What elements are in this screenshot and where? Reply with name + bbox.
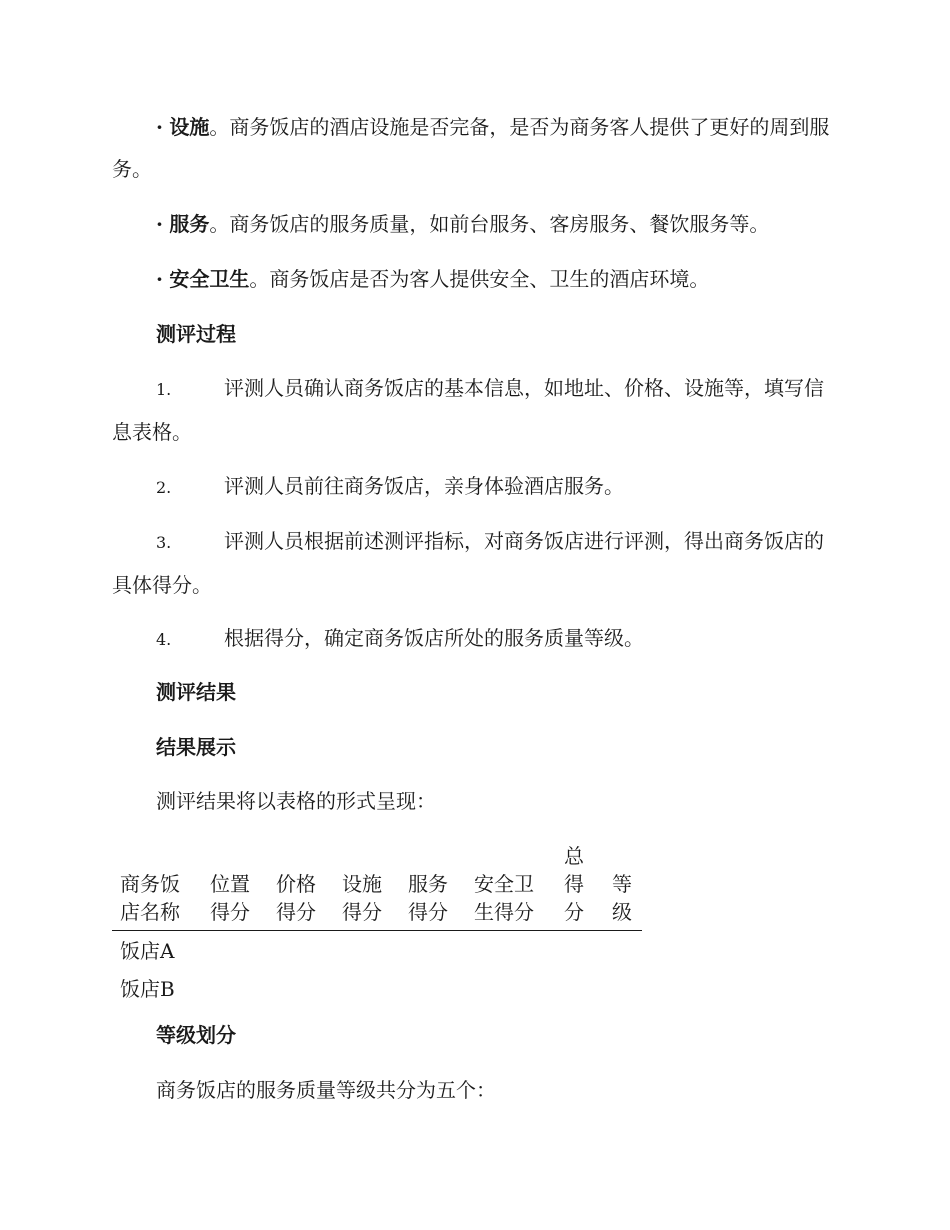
bullet-marker: · <box>156 212 163 236</box>
column-header: 总得分 <box>556 842 594 931</box>
table-cell <box>594 969 642 1007</box>
table-cell <box>594 931 642 970</box>
table-cell <box>202 931 268 970</box>
column-header: 位置得分 <box>202 842 268 931</box>
column-header: 价格得分 <box>268 842 334 931</box>
step-number: 1. <box>156 380 172 399</box>
table-header-row <box>112 842 642 931</box>
step-number: 4. <box>156 630 172 649</box>
table-cell <box>556 969 594 1007</box>
table-cell: 饭店A <box>120 939 175 963</box>
results-intro: 测评结果将以表格的形式呈现： <box>156 789 436 813</box>
table-cell <box>466 931 556 970</box>
bullet-text: 。商务饭店的服务质量，如前台服务、客房服务、餐饮服务等。 <box>209 212 770 236</box>
bullet-term: 设施 <box>169 115 210 139</box>
table-row <box>112 969 642 1007</box>
column-header: 设施得分 <box>334 842 400 931</box>
bullet-term: 服务 <box>169 212 210 236</box>
bullet-text: 。商务饭店是否为客人提供安全、卫生的酒店环境。 <box>249 267 710 291</box>
table-cell <box>466 969 556 1007</box>
step-text: 根据得分，确定商务饭店所处的服务质量等级。 <box>224 626 644 650</box>
process-step-1 <box>112 367 834 453</box>
column-header: 等级 <box>594 842 642 931</box>
process-step-3 <box>112 520 834 606</box>
table-cell <box>556 931 594 970</box>
bullet-text: 。商务饭店的酒店设施是否完备，是否为商务客人提供了更好的周到服务。 <box>112 115 830 181</box>
bullet-term: 安全卫生 <box>169 267 250 291</box>
bullet-safety <box>112 258 834 300</box>
bullet-marker: · <box>156 267 163 291</box>
bullet-marker: · <box>156 115 163 139</box>
process-heading: 测评过程 <box>156 322 236 346</box>
step-text: 评测人员根据前述测评指标，对商务饭店进行评测，得出商务饭店的具体得分。 <box>112 529 824 597</box>
bullet-service <box>112 203 834 245</box>
results-subheading: 结果展示 <box>156 735 236 759</box>
step-number: 2. <box>156 478 172 497</box>
grading-heading: 等级划分 <box>156 1023 236 1047</box>
step-text: 评测人员前往商务饭店，亲身体验酒店服务。 <box>224 474 624 498</box>
step-text: 评测人员确认商务饭店的基本信息，如地址、价格、设施等，填写信息表格。 <box>112 376 824 444</box>
table-row <box>112 931 642 970</box>
table-cell <box>334 969 400 1007</box>
table-cell: 饭店B <box>120 977 175 1001</box>
results-heading: 测评结果 <box>156 680 236 704</box>
table-cell <box>202 969 268 1007</box>
bullet-facilities <box>112 106 834 190</box>
table-cell <box>268 969 334 1007</box>
step-number: 3. <box>156 533 172 552</box>
grading-intro: 商务饭店的服务质量等级共分为五个： <box>156 1078 496 1102</box>
table-cell <box>334 931 400 970</box>
process-step-2 <box>112 465 834 509</box>
column-header: 安全卫生得分 <box>466 842 556 931</box>
table-cell <box>268 931 334 970</box>
column-header: 服务得分 <box>400 842 466 931</box>
column-header: 商务饭店名称 <box>112 842 202 931</box>
process-step-4 <box>112 617 834 661</box>
table-cell <box>400 969 466 1007</box>
table-cell <box>400 931 466 970</box>
results-table <box>112 842 642 1007</box>
